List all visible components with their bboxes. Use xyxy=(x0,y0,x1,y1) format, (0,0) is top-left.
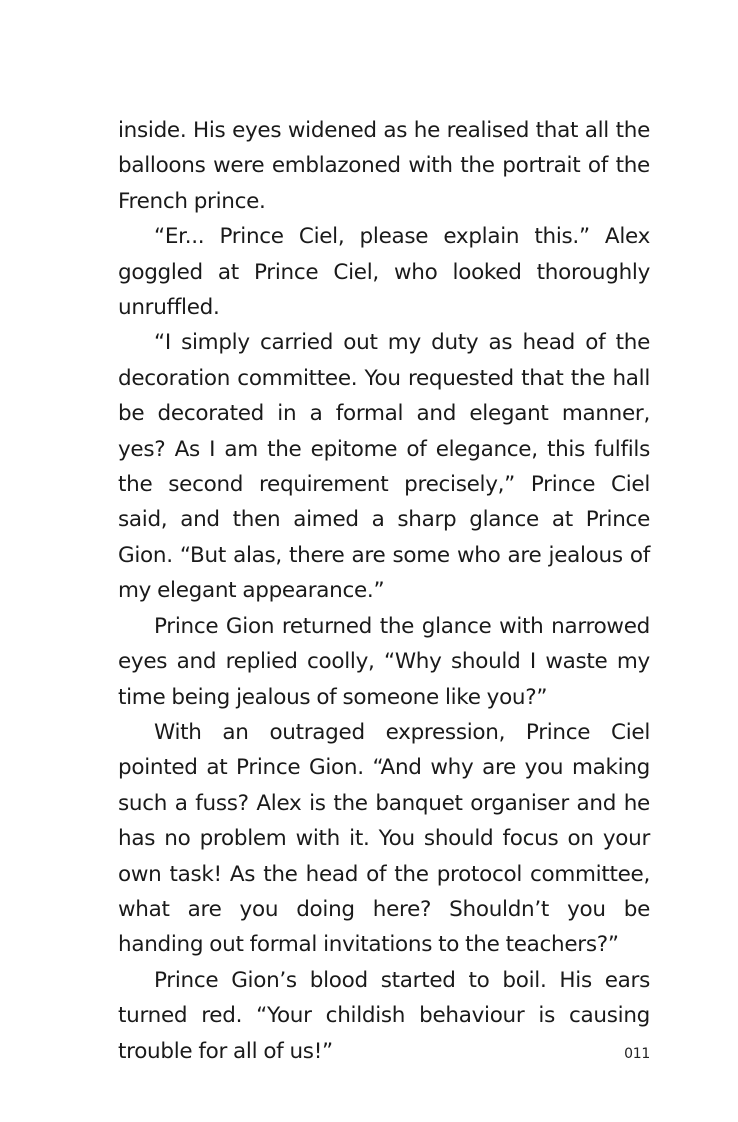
paragraph-4: Prince Gion returned the glance with narrowed eyes and replied coolly, “Why should I waste my time being jealous of someone like you?” xyxy=(118,613,650,710)
paragraph-1: inside. His eyes widened as he realised that all the balloons were emblazoned with the portrait of the French prince. xyxy=(118,118,650,214)
page-number: 011 xyxy=(624,1046,650,1062)
paragraph-5: With an outraged expression, Prince Ciel pointed at Prince Gion. “And why are you making such a fuss? Alex is the banquet organiser and he has no problem with it. You should focus on your own task! As the head of the protocol committee, what are you doing here? Shouldn’t you be handing out formal invitations to the teachers?” xyxy=(118,719,650,958)
body-text xyxy=(118,113,650,1069)
paragraph-2: “Er... Prince Ciel, please explain this.” Alex goggled at Prince Ciel, who looked thoroughly unruffled. xyxy=(118,224,650,321)
paragraph-3: “I simply carried out my duty as head of the decoration committee. You requested that the hall be decorated in a formal and elegant manner, yes? As I am the epitome of elegance, this fulfils the second requirement precisely,” Prince Ciel said, and then aimed a sharp glance at Prince Gion. “But alas, there are some who are jealous of my elegant appearance.” xyxy=(118,330,650,604)
paragraph-6: Prince Gion’s blood started to boil. His ears turned red. “Your childish behaviour is causing trouble for all of us!” xyxy=(118,967,650,1064)
